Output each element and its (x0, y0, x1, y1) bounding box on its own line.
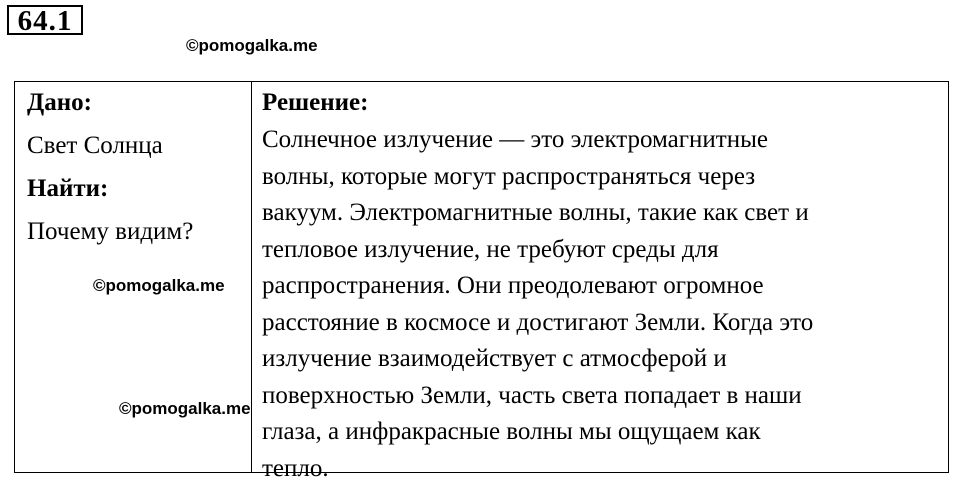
given-value: Свет Солнца (27, 131, 249, 174)
solution-line: поверхностью Земли, часть света попадает в наши (262, 381, 942, 418)
solution-line: излучение взаимодействует с атмосферой и (262, 344, 942, 381)
given-column (27, 88, 249, 260)
solution-line: тепло. (262, 454, 942, 490)
find-value: Почему видим? (27, 217, 249, 260)
column-divider (251, 82, 252, 472)
watermark: ©pomogalka.me (186, 36, 318, 56)
solution-column (262, 88, 942, 490)
solution-line: расстояние в космосе и достигают Земли. Когда это (262, 308, 942, 345)
solution-line: вакуум. Электромагнитные волны, такие как свет и (262, 198, 942, 235)
solution-line: Солнечное излучение — это электромагнитные (262, 125, 942, 162)
watermark: ©pomogalka.me (93, 276, 225, 296)
watermark: ©pomogalka.me (119, 399, 251, 419)
solution-line: волны, которые могут распространяться через (262, 162, 942, 199)
problem-number: 64.1 (7, 5, 83, 35)
find-heading: Найти: (27, 174, 249, 217)
solution-line: распространения. Они преодолевают огромное (262, 271, 942, 308)
solution-heading: Решение: (262, 88, 942, 125)
solution-line: глаза, а инфракрасные волны мы ощущаем как (262, 417, 942, 454)
solution-line: тепловое излучение, не требуют среды для (262, 235, 942, 272)
given-heading: Дано: (27, 88, 249, 131)
